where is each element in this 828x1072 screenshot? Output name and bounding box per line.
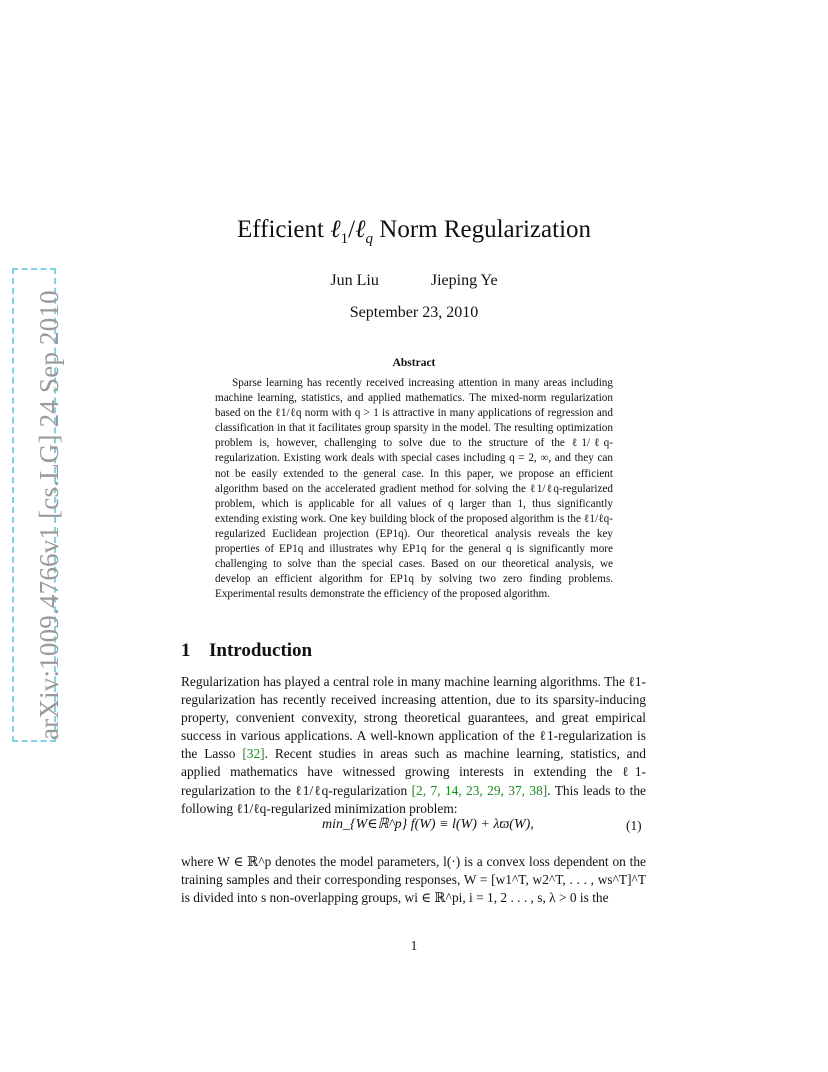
section-heading [181,640,312,662]
arxiv-identifier[interactable]: arXiv:1009.4766v1 [cs.LG] 24 Sep 2010 [34,290,64,740]
paper-date: September 23, 2010 [349,304,479,321]
intro-paragraph-2: where W ∈ ℝ^p denotes the model parameters, l(·) is a convex loss dependent on the training samples and their corresponding responses, W = [w1^T, w2^T, . . . , ws^T]^T is divided into s non-overlapping groups, wi ∈ ℝ^pi, i = 1, 2 . . . , s, λ > 0 is the [181,854,646,906]
equation-number: (1) [626,818,642,833]
abstract-text: Sparse learning has recently received increasing attention in many areas including machine learning, statistics, and applied mathematics. The mixed-norm regularization based on the ℓ1/ℓq norm with q > 1 is attractive in many applications of regression and classification in that it facilitates group sparsity in the model. The resulting optimization problem is, however, challenging to solve due to the structure of the ℓ1/ℓq-regularization. Existing work deals with special cases including q = 2, ∞, and they can not be easily extended to the general case. In this paper, we propose an efficient algorithm based on the accelerated gradient method for solving the ℓ1/ℓq-regularized problem, which is applicable for all values of q larger than 1, thus significantly extending existing work. One key building block of the proposed algorithm is the ℓ1/ℓq-regularized Euclidean projection (EP1q). Our theoretical analysis reveals the key properties of EP1q and illustrates why EP1q for the general q is significantly more challenging to solve than the special cases. Based on our theoretical analysis, we develop an efficient algorithm for EP1q by solving two zero finding problems. Experimental results demonstrate the efficiency of the proposed algorithm. [215,377,613,601]
intro-paragraph-1 [181,673,646,818]
citation-link[interactable]: [32] [242,746,265,762]
section-title: Introduction [209,640,313,661]
intro-text: . Recent studies in areas such as machine learning, statistics, and applied mathematics have witnessed growing interests in extending the ℓ1-regularization to the ℓ1/ℓq-regularization [181,746,646,798]
citation-link[interactable]: [2, 7, 14, 23, 29, 37, 38] [411,782,548,798]
intro-text: Regularization has played a central role in many machine learning algorithms. The ℓ1-regularization has recently received increasing attention, due to its sparsity-inducing property, convenient convexity, strong theoretical guarantees, and great empirical success in various applications. A well-known application of the ℓ1-regularization is the Lasso [181,674,646,762]
paper-title: Efficient ℓ$_1$/ℓ$_q$ Norm Regularization [236,216,592,247]
section-number: 1 [181,640,191,661]
page-number: 1 [410,938,418,953]
abstract-heading: Abstract [392,357,436,369]
author-name: Jieping Ye [430,272,498,289]
equation-1: min_{W∈ℝ^p} f(W) ≡ l(W) + λϖ(W), [322,817,534,832]
author-name: Jun Liu [330,272,379,289]
author-list [0,272,828,290]
intro-text: . This leads to the following ℓ1/ℓq-regularized minimization problem: [181,782,647,816]
